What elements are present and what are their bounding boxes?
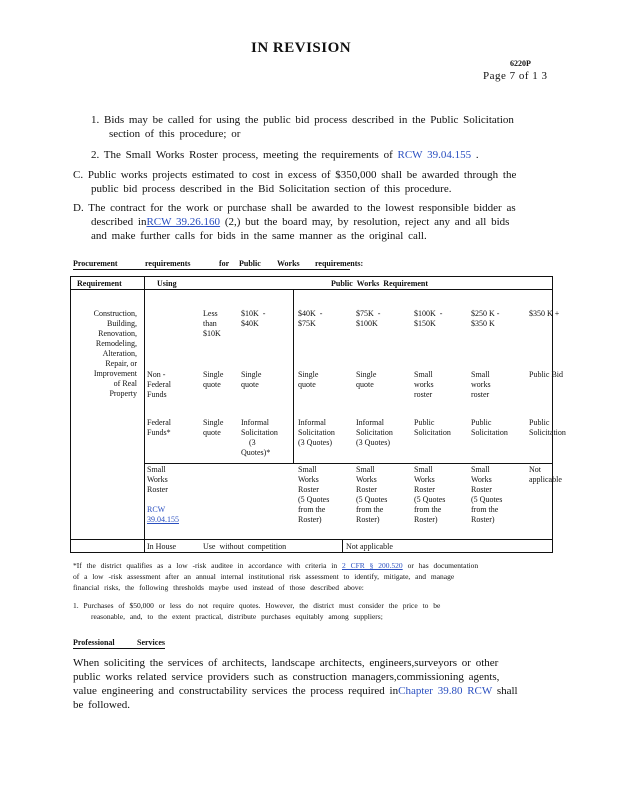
row-label-line: Construction, [93,309,137,318]
footnote-line1 [73,560,478,571]
footnote-text: or has documentation [402,561,479,570]
item-c-line2: public bid process described in the Bid Solicitation section of this procedure. [91,183,452,195]
footnote-line2: of a low -risk assessment after an annual internal institutional risk assessment to identify, mitigate, and manage [73,572,455,581]
cfr-200-520-link[interactable]: 2 CFR § 200.520 [342,561,403,570]
federal-cell: Single quote [203,418,224,437]
item-2 [91,148,479,162]
page-title: IN REVISION [251,40,352,56]
threshold-75k-100k: $75K - $100K [356,309,381,328]
footnote-line3: financial risks, the following thresholds maybe used instead of those described above: [73,583,364,592]
item-d-line1: D. The contract for the work or purchase shall be awarded to the lowest responsible bidder as [73,202,516,214]
professional-text: shall [492,685,518,697]
row-label-line: Alteration, [102,349,137,358]
nonfederal-cell: Small works roster [471,370,491,399]
nonfederal-cell: Single quote [241,370,262,389]
row-label-line: Remodeling, [95,339,137,348]
footnote-item-1-cont: reasonable, and, to the extent practical, distribute purchases equitably among suppliers; [91,612,383,621]
threshold-less-10k: Less than $10K [203,309,221,338]
page-number: Page 7 of 1 3 [483,70,548,82]
item-d-line2 [91,215,509,229]
heading-word: Services [137,638,165,647]
row-roster-label: Small Works Roster RCW 39.04.155 [147,465,209,525]
row-divider [71,539,552,540]
federal-cell: Public Solicitation [529,418,566,437]
nonfederal-cell: Single quote [203,370,224,389]
nonfederal-cell: Single quote [298,370,319,389]
row-label-line: Building, [106,319,137,328]
header-public-works: Public Works Requirement [331,279,429,288]
row-label-line: Repair, or [105,359,137,368]
item-2-end: . [471,149,479,161]
chapter-39-80-rcw-link[interactable]: Chapter 39.80 RCW [398,685,493,697]
roster-cell: Not applicable [529,465,562,484]
nonfederal-cell: Single quote [356,370,377,389]
column-divider [342,539,343,552]
row-label-line: Improvement [93,369,137,378]
federal-cell: Informal Solicitation (3 Quotes)* [241,418,278,457]
professional-line1: When soliciting the services of architects, landscape architects, engineers,surveyors or other [73,657,499,669]
heading-word: Public [239,259,261,268]
column-divider [144,277,145,552]
nonfederal-cell: Public Bid [529,370,564,379]
item-d-line3: and make further calls for bids in the same manner as the original call. [91,230,427,242]
roster-cell: Small Works Roster (5 Quotes from the Roster) [356,465,388,524]
federal-cell: Public Solicitation [471,418,508,437]
rcw-39-04-155-link[interactable]: RCW 39.04.155 [397,149,472,161]
professional-line3 [73,685,518,699]
document-number: 6220P [510,59,531,68]
roster-cell: Small Works Roster (5 Quotes from the Roster) [471,465,503,524]
inhouse-not-applicable: Not applicable [346,542,393,551]
row-label-line: Property [109,389,137,398]
rcw-roster-link[interactable]: 39.04.155 [147,515,179,524]
row-nonfederal-label: Non - Federal Funds [147,370,171,399]
header-requirement: Requirement [77,279,122,288]
federal-cell: Informal Solicitation (3 Quotes) [298,418,335,447]
heading-word: requirements [145,259,191,268]
professional-line4: be followed. [73,699,130,711]
professional-underline [73,648,165,649]
item-d-line2-start: described in [91,216,147,228]
procurement-heading [73,259,363,268]
heading-word: for [219,259,230,268]
row-inhouse-label: In House [147,542,177,551]
header-using: Using [157,279,177,288]
professional-line2: public works related service providers such as construction managers,commissioning agents, [73,671,500,683]
heading-word: Procurement [73,259,118,268]
column-divider [293,289,294,463]
nonfederal-cell: Small works roster [414,370,434,399]
row-label-construction [71,309,137,399]
item-1-line1: 1. Bids may be called for using the public bid process described in the Public Solicitation [91,114,514,126]
heading-word: Professional [73,638,115,647]
item-d-line2-end: (2,) but the board may, by resolution, reject any and all bids [220,216,510,228]
item-c-line1: C. Public works projects estimated to cost in excess of $350,000 shall be awarded through the [73,169,517,181]
heading-word: Works [277,259,300,268]
footnote-text: *If the district qualifies as a low -risk auditee in accordance with criteria in [73,561,338,570]
threshold-250k-350k: $250 K - $350 K [471,309,500,328]
item-1-line2: section of this procedure; or [109,128,241,140]
row-label-line: Renovation, [98,329,137,338]
rcw-roster-link[interactable]: RCW [147,505,166,514]
roster-cell: Small Works Roster (5 Quotes from the Roster) [298,465,330,524]
row-label-line: of Real [113,379,137,388]
threshold-100k-150k: $100K - $150K [414,309,443,328]
roster-cell: Small Works Roster (5 Quotes from the Roster) [414,465,446,524]
professional-services-heading [73,638,165,647]
footnote-item-1: 1. Purchases of $50,000 or less do not require quotes. However, the district must consider the price to be [73,601,441,610]
rcw-39-26-160-link[interactable]: RCW 39.26.160 [146,216,221,228]
professional-text: value engineering and constructability services the process required in [73,685,399,697]
threshold-10k-40k: $10K - $40K [241,309,266,328]
heading-word: requirements: [315,259,364,268]
procurement-table [70,276,566,553]
threshold-40k-75k: $40K - $75K [298,309,323,328]
federal-cell: Public Solicitation [414,418,451,437]
federal-cell: Informal Solicitation (3 Quotes) [356,418,393,447]
inhouse-use: Use without competition [203,542,287,551]
row-federal-label: Federal Funds* [147,418,171,437]
item-2-text: 2. The Small Works Roster process, meeting the requirements of [91,149,393,161]
row-divider [144,463,552,464]
heading-underline [73,269,350,270]
threshold-350k-plus: $350 K + [529,309,560,318]
